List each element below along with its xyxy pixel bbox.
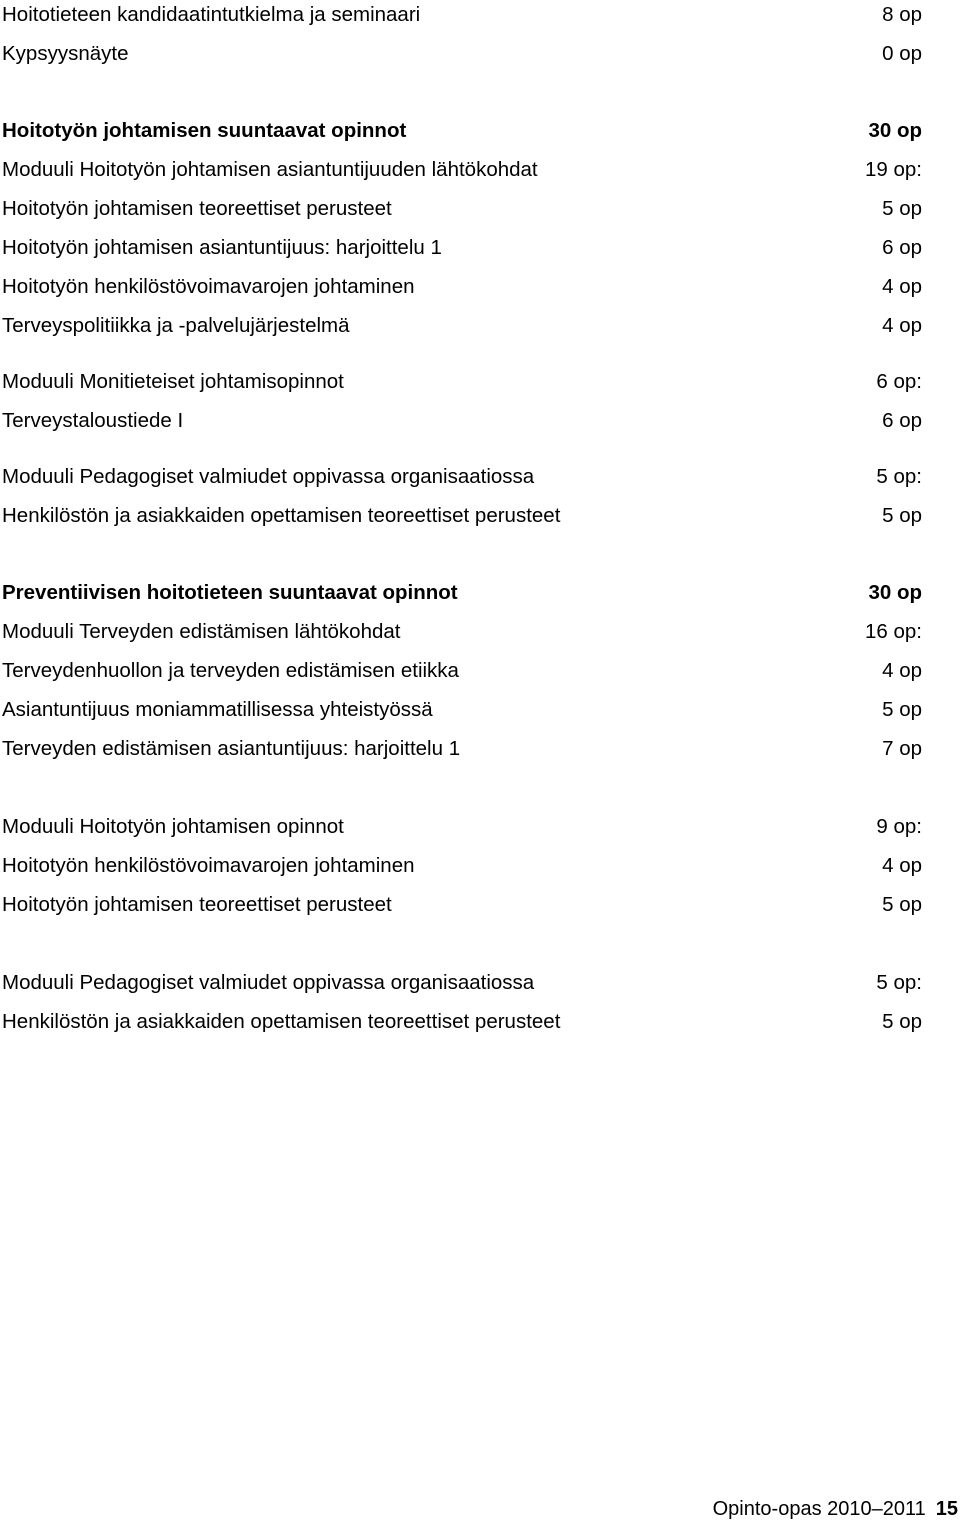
course-credits: 4 op (882, 314, 922, 337)
course-name: Hoitotieteen kandidaatintutkielma ja seminaari (2, 3, 421, 26)
course-name: Henkilöstön ja asiakkaiden opettamisen teoreettiset perusteet (2, 504, 561, 527)
course-row (2, 1007, 922, 1037)
course-credits: 6 op (882, 409, 922, 432)
course-row (2, 233, 922, 263)
page-footer (713, 1494, 958, 1524)
section-credits: 30 op (868, 581, 922, 604)
course-credits: 4 op (882, 854, 922, 877)
module-name: Moduuli Pedagogiset valmiudet oppivassa organisaatiossa (2, 971, 535, 994)
course-name: Hoitotyön johtamisen teoreettiset perusteet (2, 893, 392, 916)
course-name: Terveystaloustiede I (2, 409, 184, 432)
course-row (2, 39, 922, 69)
module-credits: 5 op: (876, 465, 922, 488)
course-row (2, 734, 922, 764)
course-row (2, 501, 922, 531)
course-row (2, 194, 922, 224)
course-row (2, 311, 922, 341)
course-credits: 0 op (882, 42, 922, 65)
page-number: 15 (935, 1498, 958, 1520)
section-title: Hoitotyön johtamisen suuntaavat opinnot (2, 119, 407, 142)
module-name: Moduuli Terveyden edistämisen lähtökohdat (2, 620, 401, 643)
module-credits: 16 op: (865, 620, 922, 643)
section-heading (2, 116, 922, 146)
course-row (2, 656, 922, 686)
course-credits: 5 op (882, 893, 922, 916)
course-name: Terveydenhuollon ja terveyden edistämisen etiikka (2, 659, 459, 682)
course-name: Henkilöstön ja asiakkaiden opettamisen teoreettiset perusteet (2, 1010, 561, 1033)
section-heading (2, 578, 922, 608)
module-row (2, 462, 922, 492)
course-row (2, 272, 922, 302)
course-row (2, 0, 922, 30)
module-row (2, 155, 922, 185)
module-credits: 6 op: (876, 370, 922, 393)
guide-title: Opinto-opas 2010–2011 (712, 1498, 926, 1520)
course-name: Hoitotyön henkilöstövoimavarojen johtaminen (2, 854, 415, 877)
module-credits: 9 op: (876, 815, 922, 838)
section-credits: 30 op (868, 119, 922, 142)
course-credits: 8 op (882, 3, 922, 26)
course-name: Kypsyysnäyte (2, 42, 129, 65)
module-credits: 5 op: (876, 971, 922, 994)
module-name: Moduuli Monitieteiset johtamisopinnot (2, 370, 344, 393)
module-name: Moduuli Hoitotyön johtamisen asiantuntijuuden lähtökohdat (2, 158, 538, 181)
course-row (2, 695, 922, 725)
course-name: Hoitotyön johtamisen teoreettiset perusteet (2, 197, 392, 220)
course-credits: 5 op (882, 197, 922, 220)
module-credits: 19 op: (865, 158, 922, 181)
course-credits: 7 op (882, 737, 922, 760)
course-credits: 5 op (882, 1010, 922, 1033)
course-name: Hoitotyön johtamisen asiantuntijuus: harjoittelu 1 (2, 236, 442, 259)
course-credits: 5 op (882, 504, 922, 527)
course-name: Terveyspolitiikka ja -palvelujärjestelmä (2, 314, 350, 337)
section-title: Preventiivisen hoitotieteen suuntaavat opinnot (2, 581, 458, 604)
course-row (2, 890, 922, 920)
module-name: Moduuli Hoitotyön johtamisen opinnot (2, 815, 344, 838)
module-row (2, 968, 922, 998)
course-name: Asiantuntijuus moniammatillisessa yhteistyössä (2, 698, 433, 721)
course-credits: 4 op (882, 659, 922, 682)
course-row (2, 851, 922, 881)
course-name: Terveyden edistämisen asiantuntijuus: harjoittelu 1 (2, 737, 461, 760)
course-name: Hoitotyön henkilöstövoimavarojen johtaminen (2, 275, 415, 298)
course-credits: 6 op (882, 236, 922, 259)
module-row (2, 812, 922, 842)
module-name: Moduuli Pedagogiset valmiudet oppivassa organisaatiossa (2, 465, 535, 488)
module-row (2, 617, 922, 647)
course-credits: 4 op (882, 275, 922, 298)
course-row (2, 406, 922, 436)
course-credits: 5 op (882, 698, 922, 721)
module-row (2, 367, 922, 397)
